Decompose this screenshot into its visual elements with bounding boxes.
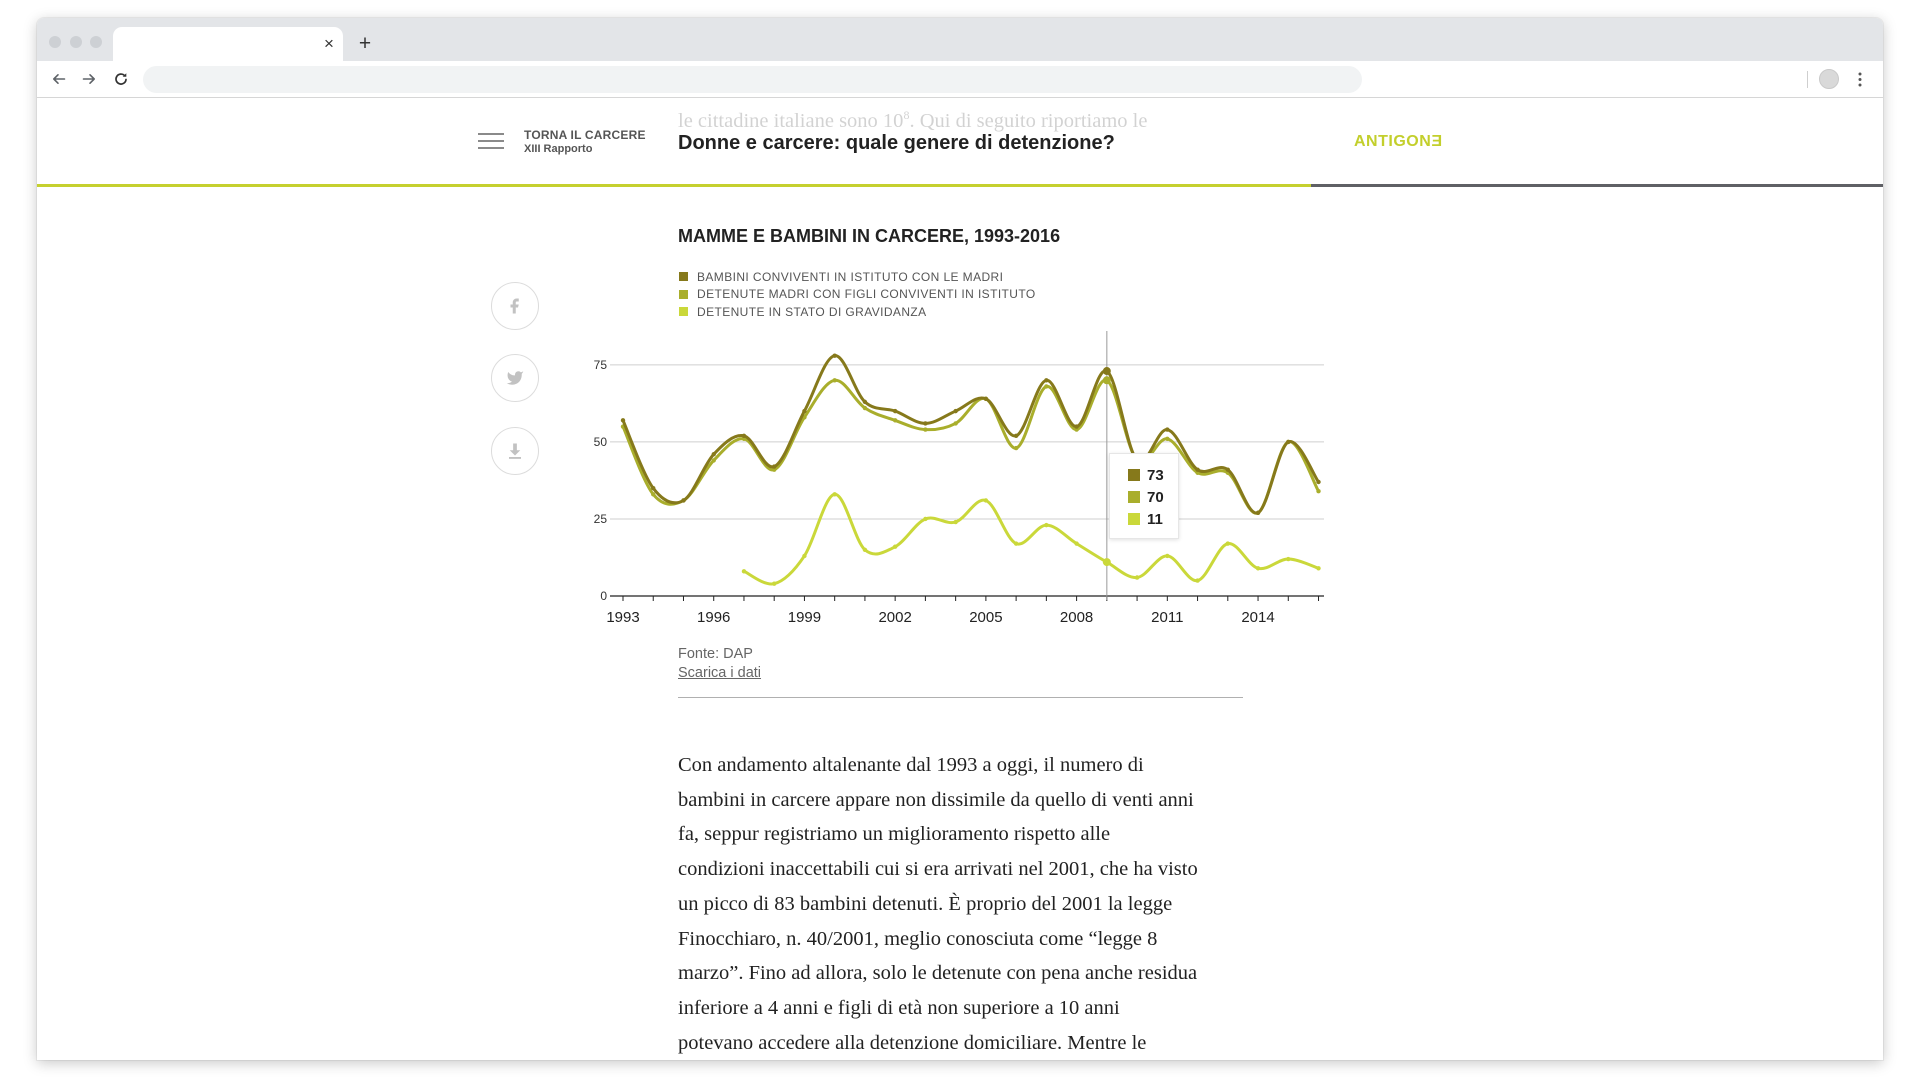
- paragraph-line: un picco di 83 bambini detenuti. È proprio del 2001 la legge: [678, 892, 1173, 915]
- antigone-logo[interactable]: [1354, 132, 1442, 152]
- download-data-link[interactable]: Scarica i dati: [678, 665, 762, 681]
- series-1-point: [772, 464, 776, 468]
- arrow-left-icon[interactable]: [51, 71, 67, 87]
- series-1-point: [984, 397, 988, 401]
- series-3-point: [923, 517, 927, 521]
- page-viewport: [37, 98, 1883, 1060]
- tooltip-value: 11: [1147, 510, 1163, 528]
- series-line-1: [623, 356, 1319, 514]
- tab-close-button[interactable]: ×: [324, 34, 334, 53]
- tooltip-swatch: [1128, 491, 1140, 503]
- tooltip-value: 73: [1147, 466, 1164, 484]
- series-1-point: [832, 353, 836, 357]
- series-1-point: [1316, 480, 1320, 484]
- series-1-point: [893, 409, 897, 413]
- window-minimize-dot[interactable]: [70, 36, 82, 48]
- address-bar[interactable]: [143, 66, 1362, 93]
- series-1-point: [712, 452, 716, 456]
- reload-icon[interactable]: [113, 71, 129, 87]
- new-tab-button[interactable]: +: [358, 32, 372, 55]
- series-2-point: [953, 421, 957, 425]
- divider: [678, 697, 1243, 698]
- series-1-point: [1256, 511, 1260, 515]
- paragraph-line: marzo”. Fino ad allora, solo le detenute con pena anche residua: [678, 962, 1198, 985]
- highlight-point: [1103, 367, 1111, 375]
- series-1-point: [621, 418, 625, 422]
- share-facebook-button[interactable]: [491, 282, 539, 330]
- series-3-point: [1074, 541, 1078, 545]
- chart-source: Fonte: DAP: [678, 646, 753, 662]
- site-header: [37, 98, 1883, 187]
- x-tick-label: 1999: [787, 609, 822, 626]
- series-1-point: [802, 409, 806, 413]
- paragraph-line: bambini in carcere appare non dissimile da quello di venti anni: [678, 788, 1194, 811]
- legend-swatch: [679, 272, 688, 281]
- twitter-icon: [506, 369, 524, 387]
- y-tick-label: 75: [593, 357, 607, 372]
- chart-legend: [679, 268, 1036, 321]
- chart-tooltip: [1109, 453, 1179, 539]
- legend-item: [679, 303, 1036, 321]
- legend-item: [679, 268, 1036, 286]
- paragraph-line: inferiore a 4 anni e figli di età non superiore a 10 anni: [678, 996, 1120, 1019]
- arrow-right-icon[interactable]: [81, 71, 97, 87]
- series-1-point: [1014, 434, 1018, 438]
- facebook-icon: [506, 297, 524, 315]
- series-1-point: [1226, 467, 1230, 471]
- hamburger-icon[interactable]: [478, 133, 504, 149]
- window-close-dot[interactable]: [49, 36, 61, 48]
- tab-bar: [37, 18, 1883, 61]
- x-tick-label: 2002: [878, 609, 912, 626]
- series-3-point: [1014, 541, 1018, 545]
- line-chart[interactable]: [590, 320, 1350, 640]
- kebab-menu-icon[interactable]: [1856, 71, 1864, 88]
- x-tick-label: 2008: [1059, 609, 1094, 626]
- paragraph-line: Finocchiaro, n. 40/2001, meglio conosciuta come “legge 8: [678, 927, 1158, 950]
- x-tick-label: 2005: [969, 609, 1003, 626]
- tooltip-swatch: [1128, 469, 1140, 481]
- profile-avatar-icon[interactable]: [1819, 69, 1839, 89]
- series-2-point: [1165, 437, 1169, 441]
- legend-swatch: [679, 307, 688, 316]
- reading-progress-bar: [37, 184, 1883, 187]
- x-tick-label: 1993: [606, 609, 640, 626]
- series-2-point: [863, 406, 867, 410]
- series-1-point: [742, 434, 746, 438]
- series-1-point: [1195, 467, 1199, 471]
- series-1-point: [651, 486, 655, 490]
- tooltip-swatch: [1128, 513, 1140, 525]
- toolbar-separator: [1807, 71, 1808, 88]
- series-1-point: [1074, 424, 1078, 428]
- series-3-point: [1316, 566, 1320, 570]
- paragraph-line: potevano accedere alla detenzione domiciliare. Mentre le: [678, 1031, 1147, 1054]
- tooltip-row: [1110, 508, 1178, 530]
- x-tick-label: 2011: [1151, 609, 1184, 626]
- series-3-point: [953, 520, 957, 524]
- series-3-point: [772, 581, 776, 585]
- y-tick-label: 0: [600, 589, 607, 603]
- series-2-point: [712, 458, 716, 462]
- series-3-point: [832, 492, 836, 496]
- series-3-point: [742, 569, 746, 573]
- share-twitter-button[interactable]: [491, 354, 539, 402]
- window-zoom-dot[interactable]: [90, 36, 102, 48]
- series-2-point: [1044, 384, 1048, 388]
- download-icon: [506, 442, 524, 460]
- browser-window: [37, 18, 1883, 1060]
- logo-text: ANTIGONE: [1354, 133, 1443, 150]
- series-3-point: [984, 498, 988, 502]
- reading-progress-fill: [37, 184, 1311, 187]
- x-tick-label: 2014: [1241, 609, 1275, 626]
- back-to-report-link[interactable]: TORNA IL CARCERE: [524, 128, 646, 142]
- tooltip-row: [1110, 486, 1178, 508]
- legend-swatch: [679, 290, 688, 299]
- series-3-point: [1286, 557, 1290, 561]
- series-3-point: [1165, 554, 1169, 558]
- highlight-point: [1103, 376, 1111, 384]
- series-line-2: [623, 380, 1319, 513]
- y-tick-label: 50: [593, 434, 607, 449]
- legend-label: DETENUTE IN STATO DI GRAVIDANZA: [697, 304, 927, 319]
- report-edition-label[interactable]: XIII Rapporto: [524, 143, 593, 155]
- series-1-point: [953, 409, 957, 413]
- paragraph-line: fa, seppur registriamo un miglioramento rispetto alle: [678, 823, 1111, 846]
- series-3-point: [893, 544, 897, 548]
- series-2-point: [923, 427, 927, 431]
- highlight-point: [1103, 558, 1111, 566]
- series-3-point: [802, 554, 806, 558]
- chart-title: MAMME E BAMBINI IN CARCERE, 1993-2016: [678, 226, 1061, 246]
- series-1-point: [1286, 440, 1290, 444]
- series-2-point: [832, 378, 836, 382]
- series-3-point: [1135, 575, 1139, 579]
- series-line-3: [744, 494, 1319, 584]
- series-1-point: [923, 421, 927, 425]
- browser-tab[interactable]: [113, 27, 343, 61]
- series-2-point: [1316, 489, 1320, 493]
- tooltip-value: 70: [1147, 488, 1164, 506]
- legend-label: BAMBINI CONVIVENTI IN ISTITUTO CON LE MADRI: [697, 269, 1004, 284]
- tooltip-row: [1110, 464, 1178, 486]
- series-3-point: [1226, 541, 1230, 545]
- y-tick-label: 25: [593, 511, 607, 526]
- series-3-point: [1044, 523, 1048, 527]
- series-3-point: [1195, 578, 1199, 582]
- series-2-point: [651, 492, 655, 496]
- x-tick-label: 1996: [697, 609, 731, 626]
- series-3-point: [1256, 566, 1260, 570]
- series-2-point: [893, 418, 897, 422]
- series-1-point: [681, 498, 685, 502]
- legend-label: DETENUTE MADRI CON FIGLI CONVIVENTI IN ISTITUTO: [697, 287, 1036, 302]
- series-1-point: [1165, 427, 1169, 431]
- series-3-point: [863, 548, 867, 552]
- series-1-point: [863, 400, 867, 404]
- browser-toolbar: [37, 61, 1883, 98]
- paragraph-line: condizioni inaccettabili cui si era arrivati nel 2001, che ha visto: [678, 858, 1198, 881]
- series-2-point: [1014, 446, 1018, 450]
- article-paragraph: [678, 748, 1198, 1060]
- legend-item: [679, 286, 1036, 304]
- download-button[interactable]: [491, 427, 539, 475]
- series-1-point: [1044, 378, 1048, 382]
- page-title: Donne e carcere: quale genere di detenzione?: [678, 132, 1115, 154]
- paragraph-line: Con andamento altalenante dal 1993 a oggi, il numero di: [678, 754, 1144, 776]
